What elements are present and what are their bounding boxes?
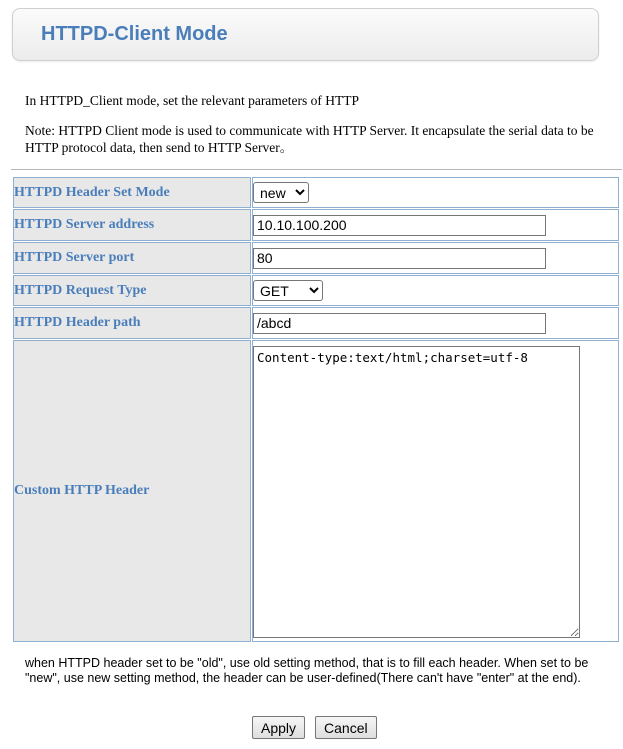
row-custom-header [13,340,619,642]
header-path-cell [252,307,619,339]
footer-note: when HTTPD header set to be "old", use old setting method, that is to fill each header. When set to be "new", use new setting method, the header can be user-defined(There can't have "enter" at the end). [25,656,589,685]
cancel-button[interactable]: Cancel [315,716,377,739]
request-type-label: HTTPD Request Type [13,275,251,306]
custom-header-label: Custom HTTP Header [13,340,251,642]
server-port-label: HTTPD Server port [13,242,251,274]
apply-button[interactable]: Apply [252,716,305,739]
server-address-cell [252,209,619,241]
intro-text: In HTTPD_Client mode, set the relevant parameters of HTTP [25,93,360,108]
header-panel [12,8,599,61]
row-server-address [13,209,619,241]
row-request-type [13,275,619,306]
request-type-cell [252,275,619,306]
custom-header-textarea[interactable] [253,346,580,638]
page-title: HTTPD-Client Mode [41,23,228,45]
row-header-set-mode [13,177,619,208]
header-path-input[interactable] [253,313,546,334]
server-port-input[interactable] [253,248,546,269]
server-port-cell [252,242,619,274]
row-server-port [13,242,619,274]
header-set-mode-cell [252,177,619,208]
note-text: Note: HTTPD Client mode is used to communicate with HTTP Server. It encapsulate the serial data to be HTTP protocol data, then send to HTTP Server。 [25,123,594,155]
header-set-mode-select[interactable] [253,182,309,203]
divider [11,169,622,170]
request-type-select[interactable] [253,280,323,301]
header-set-mode-label: HTTPD Header Set Mode [13,177,251,208]
row-header-path [13,307,619,339]
header-path-label: HTTPD Header path [13,307,251,339]
settings-form-table [12,176,620,643]
server-address-input[interactable] [253,215,546,236]
button-bar [252,716,377,739]
custom-header-cell [252,340,619,642]
server-address-label: HTTPD Server address [13,209,251,241]
